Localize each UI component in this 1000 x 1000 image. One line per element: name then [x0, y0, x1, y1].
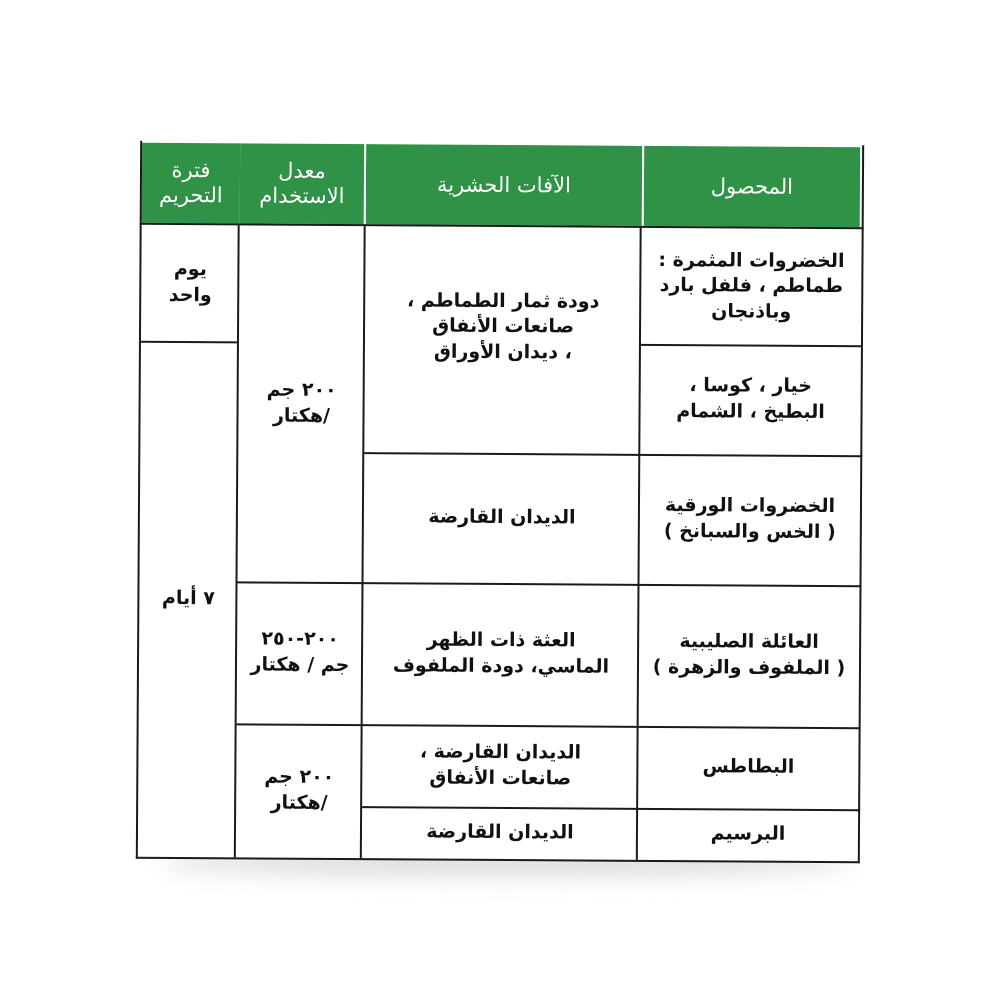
header-pests: الآفات الحشرية — [366, 144, 644, 226]
header-usage-rate: معدل الاستخدام — [240, 143, 366, 224]
pests-clover: الديدان القارضة — [426, 820, 574, 844]
header-withholding-period: فترة التحريم — [142, 143, 240, 224]
rate-top-merged: ٢٠٠ جم /هكتار — [266, 378, 337, 427]
crop-cucurbits: خيار ، كوسا ، البطيخ ، الشمام — [676, 374, 825, 423]
crop-fruiting-vegetables: الخضروات المثمرة : طماطم ، فلفل بارد وباذنجان — [658, 248, 845, 323]
rate-crucifers: ٢٠٠-٢٥٠ جم / هكتار — [250, 627, 350, 677]
pests-crucifers: العثة ذات الظهر الماسي، دودة الملفوف — [392, 628, 610, 678]
crop-potato: البطاطس — [702, 755, 795, 778]
crop-clover: البرسيم — [710, 822, 786, 845]
pests-leafy: الديدان القارضة — [428, 505, 576, 529]
crop-leafy-vegetables: الخضروات الورقية ( الخس والسبانخ ) — [663, 494, 836, 544]
period-seven-days: ٧ أيام — [161, 587, 215, 610]
period-one-day: يوم واحد — [168, 258, 212, 307]
pests-fruiting-cucurbits: دودة ثمار الطماطم ، صانعات الأنفاق ، ديدان الأوراق — [406, 288, 600, 364]
pesticide-table — [136, 141, 864, 861]
crop-crucifers: العائلة الصليبية ( الملفوف والزهرة ) — [652, 630, 846, 680]
header-crop: المحصول — [644, 146, 862, 227]
rate-bottom-merged: ٢٠٠ جم /هكتار — [264, 765, 335, 814]
pests-potato: الديدان القارضة ، صانعات الأنفاق — [419, 740, 582, 790]
